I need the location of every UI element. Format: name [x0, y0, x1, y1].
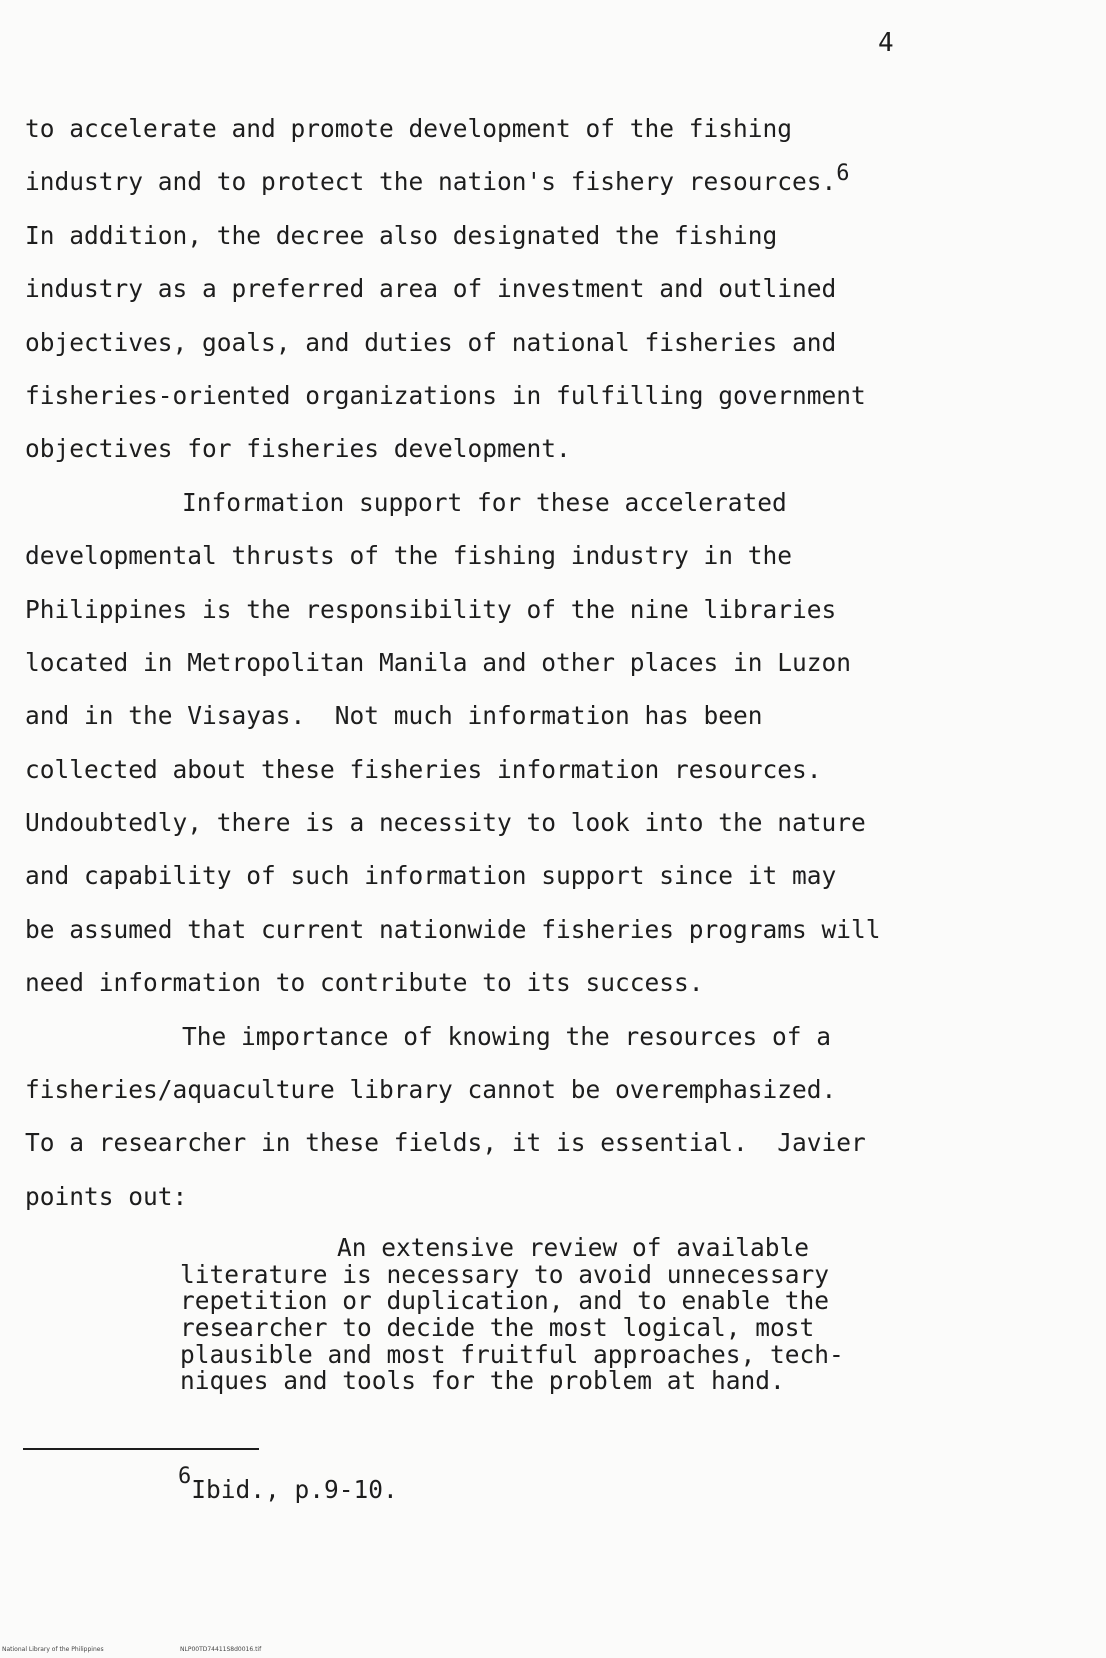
text-line: and in the Visayas. Not much information has been	[25, 701, 763, 731]
text-line: need information to contribute to its success.	[25, 968, 704, 998]
text-line: be assumed that current nationwide fisheries programs will	[25, 914, 881, 944]
quote-line: researcher to decide the most logical, most	[180, 1313, 815, 1343]
text-line: In addition, the decree also designated the fishing	[25, 220, 778, 250]
footer-source: National Library of the Philippines	[2, 1646, 104, 1653]
footnote-divider	[23, 1448, 259, 1450]
quote-line: plausible and most fruitful approaches, tech-	[180, 1339, 844, 1369]
text-line: objectives for fisheries development.	[25, 434, 571, 464]
block-quote	[180, 1235, 980, 1395]
text-line: objectives, goals, and duties of national fisheries and	[25, 327, 837, 357]
text-line: industry and to protect the nation's fishery resources.	[25, 167, 837, 197]
text-line: and capability of such information support since it may	[25, 861, 837, 891]
footnote	[178, 1464, 398, 1505]
body-text	[25, 102, 1025, 1223]
footnote-reference-marker: 6	[836, 161, 850, 187]
text-line: developmental thrusts of the fishing industry in the	[25, 541, 793, 571]
paragraph-3	[25, 1010, 1025, 1224]
text-line: collected about these fisheries information resources.	[25, 754, 822, 784]
quote-line: niques and tools for the problem at hand.	[180, 1366, 785, 1396]
page-number: 4	[878, 28, 894, 58]
text-line: to accelerate and promote development of the fishing	[25, 114, 793, 143]
footnote-marker: 6	[178, 1464, 192, 1489]
quote-line: literature is necessary to avoid unnecessary	[180, 1259, 830, 1289]
text-line: Information support for these accelerated	[182, 487, 787, 517]
paragraph-2	[25, 476, 1025, 1010]
text-line: The importance of knowing the resources of a	[182, 1021, 832, 1051]
footer-file: NLP00TD74411S8d0016.tif	[180, 1646, 262, 1653]
quote-line: repetition or duplication, and to enable the	[180, 1286, 830, 1316]
text-line: Philippines is the responsibility of the nine libraries	[25, 594, 837, 624]
scan-footer	[2, 1646, 262, 1653]
footnote-text: Ibid., p.9-10.	[191, 1475, 398, 1505]
quote-line: An extensive review of available	[337, 1233, 810, 1262]
text-line: points out:	[25, 1181, 188, 1211]
text-line: fisheries/aquaculture library cannot be overemphasized.	[25, 1075, 837, 1105]
text-line: To a researcher in these fields, it is essential. Javier	[25, 1128, 866, 1158]
paragraph-1	[25, 102, 1025, 476]
text-line: Undoubtedly, there is a necessity to look into the nature	[25, 808, 866, 838]
text-line: located in Metropolitan Manila and other places in Luzon	[25, 647, 852, 677]
text-line: fisheries-oriented organizations in fulfilling government	[25, 380, 866, 410]
text-line-with-footnote-ref	[25, 155, 1025, 208]
text-line: industry as a preferred area of investment and outlined	[25, 274, 837, 304]
